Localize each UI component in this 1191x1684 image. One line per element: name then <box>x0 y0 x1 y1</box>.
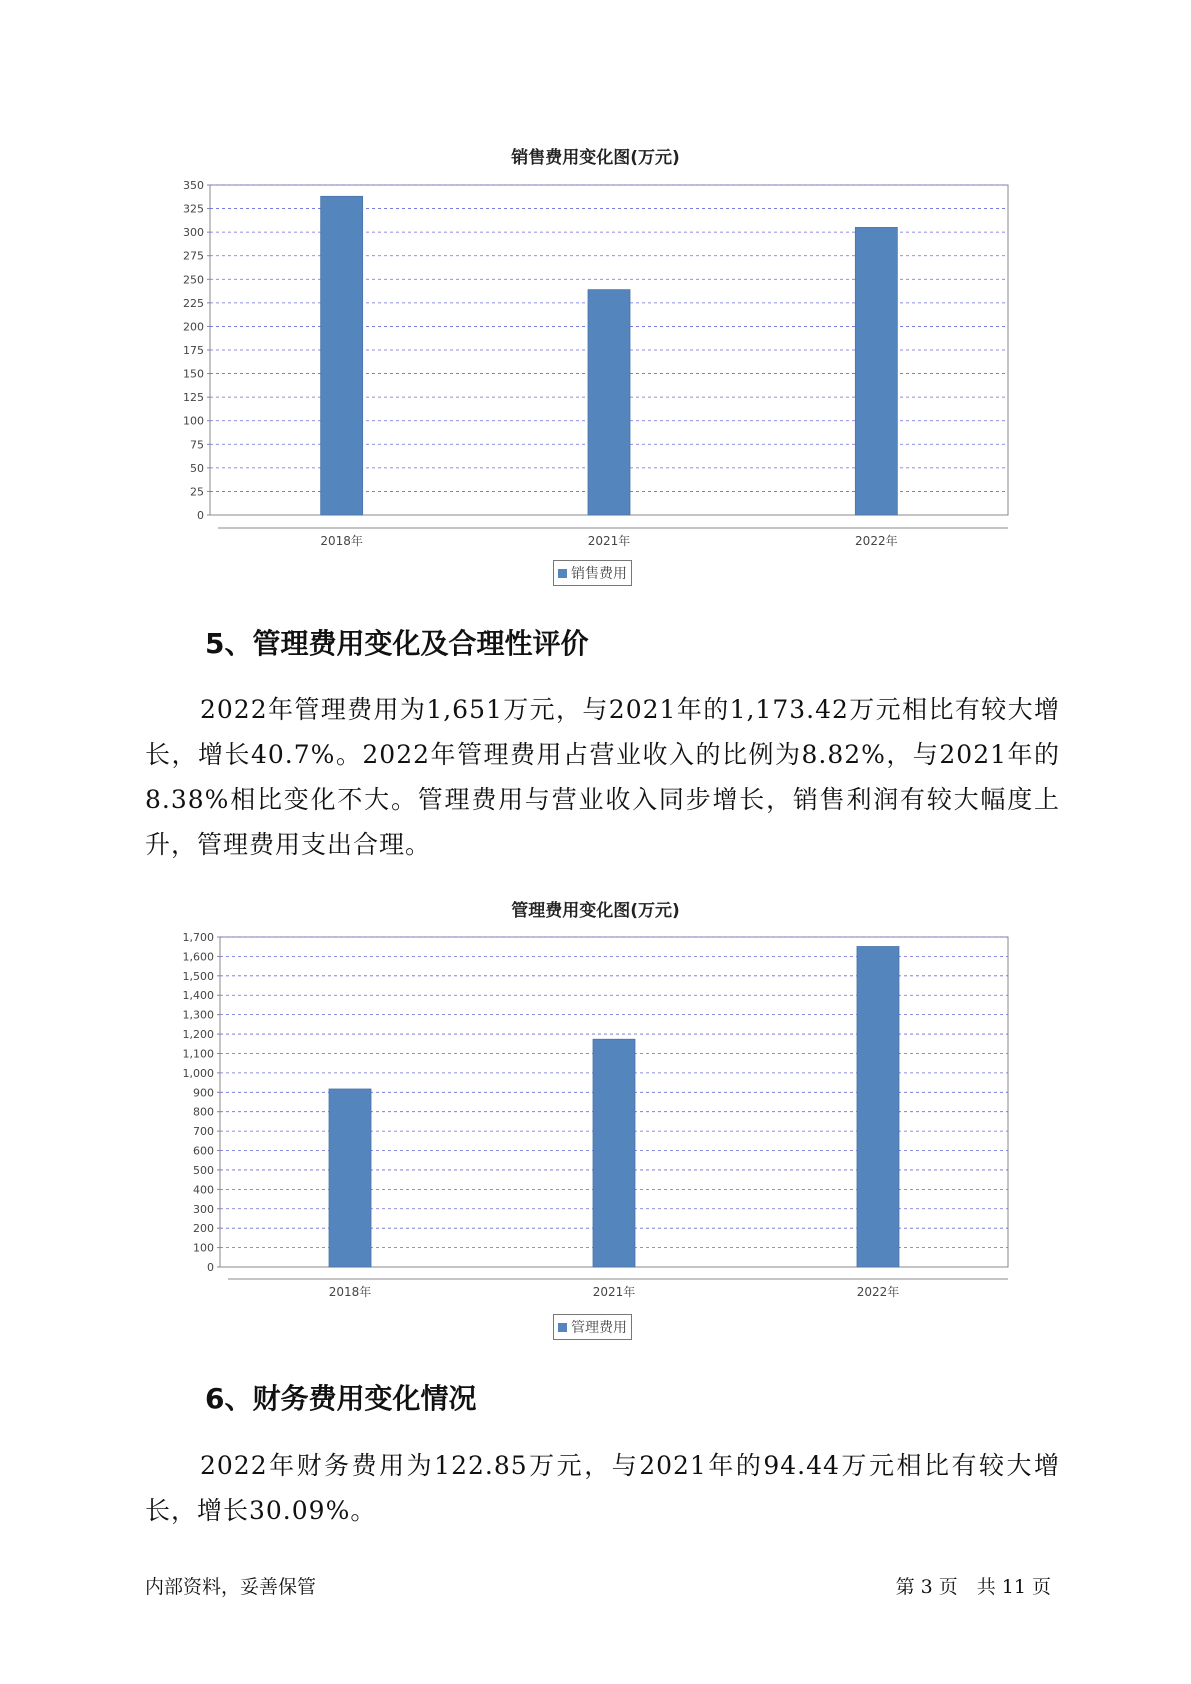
footer-page-number: 第 3 页 共 11 页 <box>895 1576 1051 1598</box>
admin-expense-chart <box>0 916 1191 1306</box>
chart1-title: 销售费用变化图(万元) <box>511 148 680 168</box>
y-tick-label: 800 <box>193 1105 214 1119</box>
bar-3 <box>855 227 897 515</box>
y-tick-label: 400 <box>193 1183 214 1197</box>
chart1-legend <box>553 560 632 586</box>
y-tick-label: 900 <box>193 1086 214 1100</box>
y-tick-label: 75 <box>190 438 204 452</box>
y-tick-label: 50 <box>190 461 204 475</box>
bar-2 <box>593 1039 635 1267</box>
y-tick-label: 0 <box>207 1261 214 1274</box>
x-tick-label: 2021年 <box>592 1285 636 1299</box>
y-tick-label: 25 <box>190 485 204 499</box>
y-tick-label: 200 <box>183 320 204 334</box>
section5-heading: 5、管理费用变化及合理性评价 <box>205 627 589 660</box>
y-tick-label: 100 <box>183 414 204 428</box>
y-tick-label: 125 <box>183 391 204 405</box>
section6-heading: 6、财务费用变化情况 <box>205 1382 477 1415</box>
y-tick-label: 325 <box>183 202 204 216</box>
y-tick-label: 700 <box>193 1125 214 1139</box>
y-tick-label: 1,600 <box>182 950 214 964</box>
y-tick-label: 1,500 <box>182 969 214 983</box>
legend-swatch-icon <box>558 569 567 578</box>
bar-2 <box>588 290 630 515</box>
chart2-legend <box>553 1314 632 1340</box>
y-tick-label: 1,400 <box>182 989 214 1003</box>
bar-1 <box>329 1089 371 1267</box>
y-tick-label: 0 <box>197 509 204 522</box>
section5-paragraph: 2022年管理费用为1,651万元，与2021年的1,173.42万元相比有较大增长，增长40.7%。2022年管理费用占营业收入的比例为8.82%，与2021年的8.38%相比变化不大。管理费用与营业收入同步增长，销售利润有较大幅度上升，管理费用支出合理。 <box>145 695 1060 859</box>
y-tick-label: 1,000 <box>182 1066 214 1080</box>
y-tick-label: 200 <box>193 1222 214 1236</box>
chart1-legend-label: 销售费用 <box>571 566 627 582</box>
x-tick-label: 2022年 <box>855 534 898 548</box>
bar-3 <box>857 947 899 1267</box>
y-tick-label: 100 <box>193 1241 214 1255</box>
y-tick-label: 300 <box>183 226 204 240</box>
x-tick-label: 2018年 <box>320 534 363 548</box>
y-tick-label: 1,200 <box>182 1028 214 1042</box>
x-tick-label: 2018年 <box>328 1285 372 1299</box>
y-tick-label: 150 <box>183 367 204 381</box>
y-tick-label: 225 <box>183 296 204 310</box>
y-tick-label: 1,700 <box>182 931 214 944</box>
y-tick-label: 1,300 <box>182 1008 214 1022</box>
x-tick-label: 2021年 <box>587 534 631 548</box>
y-tick-label: 600 <box>193 1144 214 1158</box>
legend-swatch-icon <box>558 1323 567 1332</box>
y-tick-label: 300 <box>193 1202 214 1216</box>
chart2-title: 管理费用变化图(万元) <box>511 901 680 921</box>
sales-expense-chart <box>0 160 1191 550</box>
y-tick-label: 175 <box>183 344 204 357</box>
y-tick-label: 1,100 <box>182 1047 214 1061</box>
bar-1 <box>321 196 363 515</box>
footer-confidential-note: 内部资料，妥善保管 <box>145 1576 317 1598</box>
y-tick-label: 275 <box>183 249 204 263</box>
chart2-legend-label: 管理费用 <box>571 1320 627 1336</box>
y-tick-label: 350 <box>183 179 204 192</box>
y-tick-label: 500 <box>193 1163 214 1177</box>
x-tick-label: 2022年 <box>856 1285 900 1299</box>
y-tick-label: 250 <box>183 273 204 287</box>
section6-paragraph: 2022年财务费用为122.85万元，与2021年的94.44万元相比有较大增长，增长30.09%。 <box>145 1451 1060 1525</box>
